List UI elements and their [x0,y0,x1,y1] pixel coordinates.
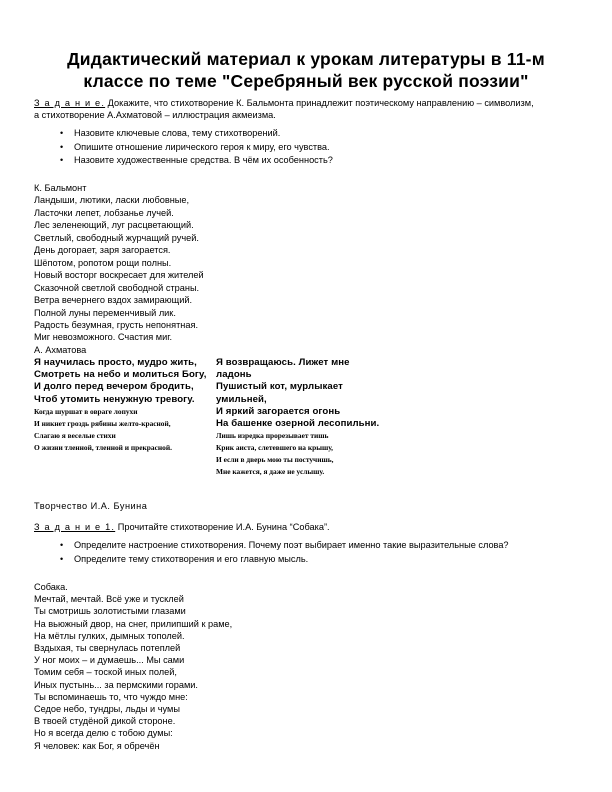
akhmatova-right-column [216,357,379,478]
poem-line: Ветра вечернего вздох замирающий. [34,295,193,306]
task-1-paragraph [34,97,579,121]
poem-line: Светлый, свободный журчащий ручей. [34,232,199,243]
poem-line: Чтоб утомить ненужную тревогу. [34,393,195,405]
poem-line: Новый восторг воскресает для жителей [34,270,204,281]
list-item: • Назовите ключевые слова, тему стихотворений. [60,128,281,138]
task-1-text-line-2: а стихотворение А.Ахматовой – иллюстрация акмеизма. [34,110,276,120]
poem-line: Мне кажется, я даже не услышу. [216,467,325,477]
bunin-section-title: Творчество И.А. Бунина [34,501,148,511]
list-item: • Опишите отношение лирического героя к миру, его чувства. [60,141,330,152]
balmont-author: К. Бальмонт [34,183,87,193]
bullet-icon: • [60,553,64,564]
poem-line: умильней, [216,393,267,405]
title-line-2: классе по теме "Серебряный век русской поэзии" [83,71,529,91]
poem-line: Лес зеленеющий, луг расцветающий. [34,220,194,231]
bunin-task-text: Прочитайте стихотворение И.А. Бунина “Собака”. [115,522,330,532]
poem-line: Я человек: как Бог, я обречён [34,740,160,751]
list-item: • Назовите художественные средства. В чём их особенность? [60,155,333,165]
poem-line: У ног моих – и думаешь... Мы сами [34,655,185,666]
bullet-icon: • [60,540,64,550]
poem-line: Полной луны переменчивый лик. [34,307,176,318]
bunin-task-paragraph [34,521,579,533]
poem-line: Радость безумная, грусть непонятная. [34,319,199,330]
page-title [30,48,582,92]
poem-line: Слагаю я веселые стихи [34,430,116,440]
bunin-poem [34,581,232,752]
poem-line: Ты смотришь золотистыми глазами [34,606,186,617]
poem-line: И если в дверь мою ты постучишь, [216,455,334,465]
poem-line: На мётлы гулких, дымных тополей. [34,630,185,641]
poem-line: Мечтай, мечтай. Всё уже и тусклей [34,594,184,605]
bullet-icon: • [60,155,64,165]
poem-line: Пушистый кот, мурлыкает [216,381,343,393]
poem-line: Смотреть на небо и молиться Богу, [34,369,207,381]
list-item: • Определите настроение стихотворения. Почему поэт выбирает именно такие выразительные слова? [60,540,509,550]
poem-line: Ласточки лепет, лобзанье лучей. [34,207,174,218]
poem-line: На вьюжный двор, на снег, прилипший к раме, [34,618,233,629]
bullet-icon: • [60,141,64,152]
poem-line: Миг невозможного. Счастия миг. [34,332,173,343]
akhmatova-left-column [34,357,206,454]
poem-line: Крик аиста, слетевшего на крышу, [216,443,334,453]
poem-line: День догорает, заря загорается. [34,245,171,256]
poem-line: Томим себя – тоской иных полей, [34,667,177,678]
balmont-poem [34,182,204,356]
poem-line: Седое небо, тундры, льды и чумы [34,704,180,715]
list-item: • Определите тему стихотворения и его главную мысль. [60,553,309,564]
bunin-bullet-list [34,540,574,567]
poem-line: Вздыхая, ты свернулась потеплей [34,643,181,654]
poem-line: О жизни тленной, тленной и прекрасной. [34,442,172,452]
poem-line: Иных пустынь... за пермскими горами. [34,679,198,690]
poem-line: Когда шуршат в овраге лопухи [34,406,138,416]
poem-line: Сказочной светлой свободной страны. [34,282,200,293]
title-line-1: Дидактический материал к урокам литературы в 11-м [67,49,545,69]
poem-line: Но я всегда делю с тобою думы: [34,728,173,739]
poem-line: Ты вспоминаешь то, что чуждо мне: [34,691,188,702]
poem-line: И никнет гроздь рябины желто-красной, [34,418,171,428]
poem-line: ладонь [216,369,252,381]
poem-line: Лишь изредка прорезывает тишь [216,431,329,441]
poem-line: Ландыши, лютики, ласки любовные, [34,195,190,206]
poem-line: Я научилась просто, мудро жить, [34,357,197,368]
akhmatova-author: А. Ахматова [34,344,87,355]
poem-line: На башенке озерной лесопильни. [216,418,380,430]
poem-line: В твоей студёной дикой стороне. [34,716,176,727]
poem-line: Я возвращаюсь. Лижет мне [216,357,350,368]
task-1-text-line-1: Докажите, что стихотворение К. Бальмонта принадлежит поэтическому направлению – символизм, [105,98,534,108]
poem-line: И яркий загорается огонь [216,405,341,417]
poem-title: Собака. [34,582,68,592]
task-1-bullet-list [34,128,574,169]
poem-line: Шёпотом, ропотом рощи полны. [34,257,172,268]
task-1-label: З а д а н и е. [34,98,106,108]
bunin-task-label: З а д а н и е 1. [34,522,116,532]
poem-line: И долго перед вечером бродить, [34,381,194,393]
bullet-icon: • [60,128,64,138]
